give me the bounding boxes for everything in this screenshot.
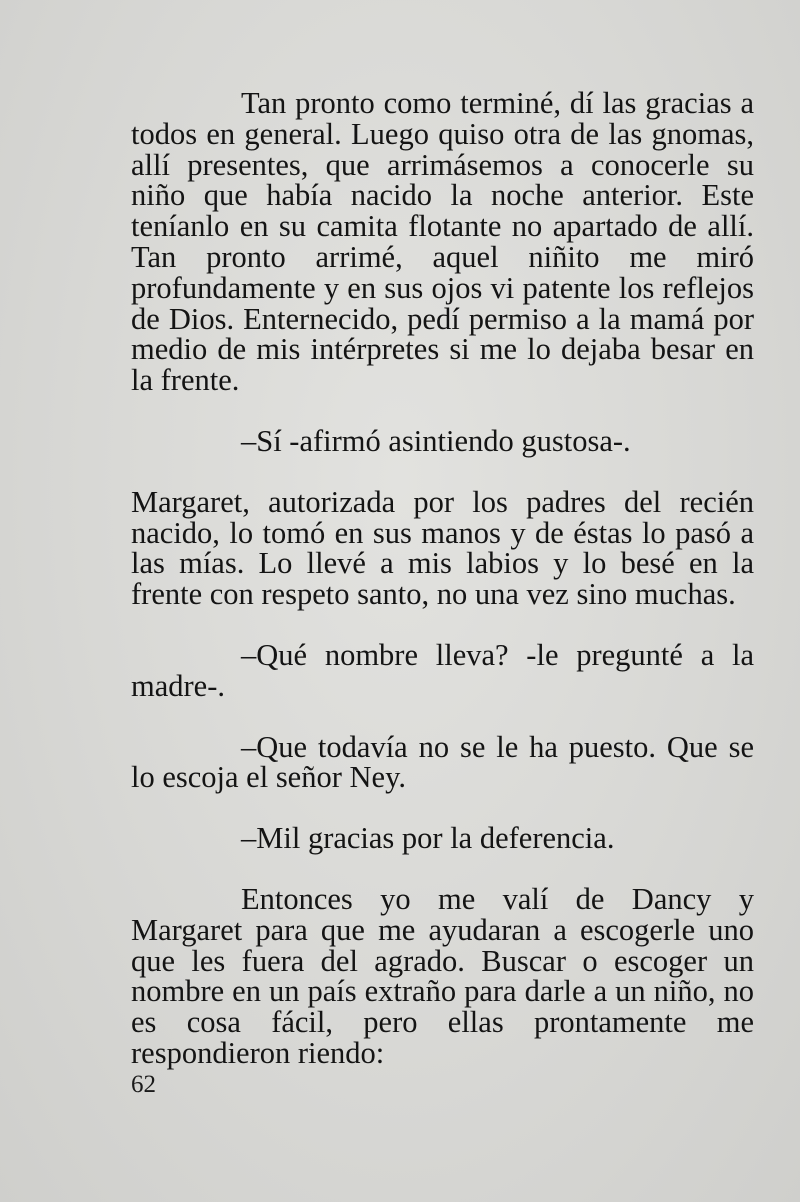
paragraph-7: Entonces yo me valí de Dancy y Margaret para que me ayudaran a escogerle uno que les fuera del agrado. Buscar o escoger un nombre en un país extraño para darle a un niño, no es cosa fácil, pero ellas prontamente me respondieron riendo: [131,881,754,1070]
body-text [131,88,754,1069]
paragraph-1: Tan pronto como terminé, dí las gracias a todos en general. Luego quiso otra de las gnomas, allí presentes, que arrimásemos a conocerle su niño que había nacido la noche anterior. Este teníanlo en su camita flotante no apartado de allí. Tan pronto arrimé, aquel niñito me miró profundamente y en sus ojos vi patente los reflejos de Dios. Enternecido, pedí permiso a la mamá por medio de mis intérpretes si me lo dejaba besar en la frente. [131,86,754,398]
paragraph-2-dialogue: –Sí -afirmó asintiendo gustosa-. [241,423,631,458]
paragraph-5-dialogue: –Que todavía no se le ha puesto. Que se lo escoja el señor Ney. [131,729,754,795]
paragraph-4-dialogue: –Qué nombre lleva? -le pregunté a la madre-. [131,637,754,703]
page-number: 62 [131,1071,156,1098]
paragraph-3: Margaret, autorizada por los padres del recién nacido, lo tomó en sus manos y de éstas lo pasó a las mías. Lo llevé a mis labios y lo besé en la frente con respeto santo, no una vez sino muchas. [131,484,754,612]
paragraph-6-dialogue: –Mil gracias por la deferencia. [241,821,615,856]
